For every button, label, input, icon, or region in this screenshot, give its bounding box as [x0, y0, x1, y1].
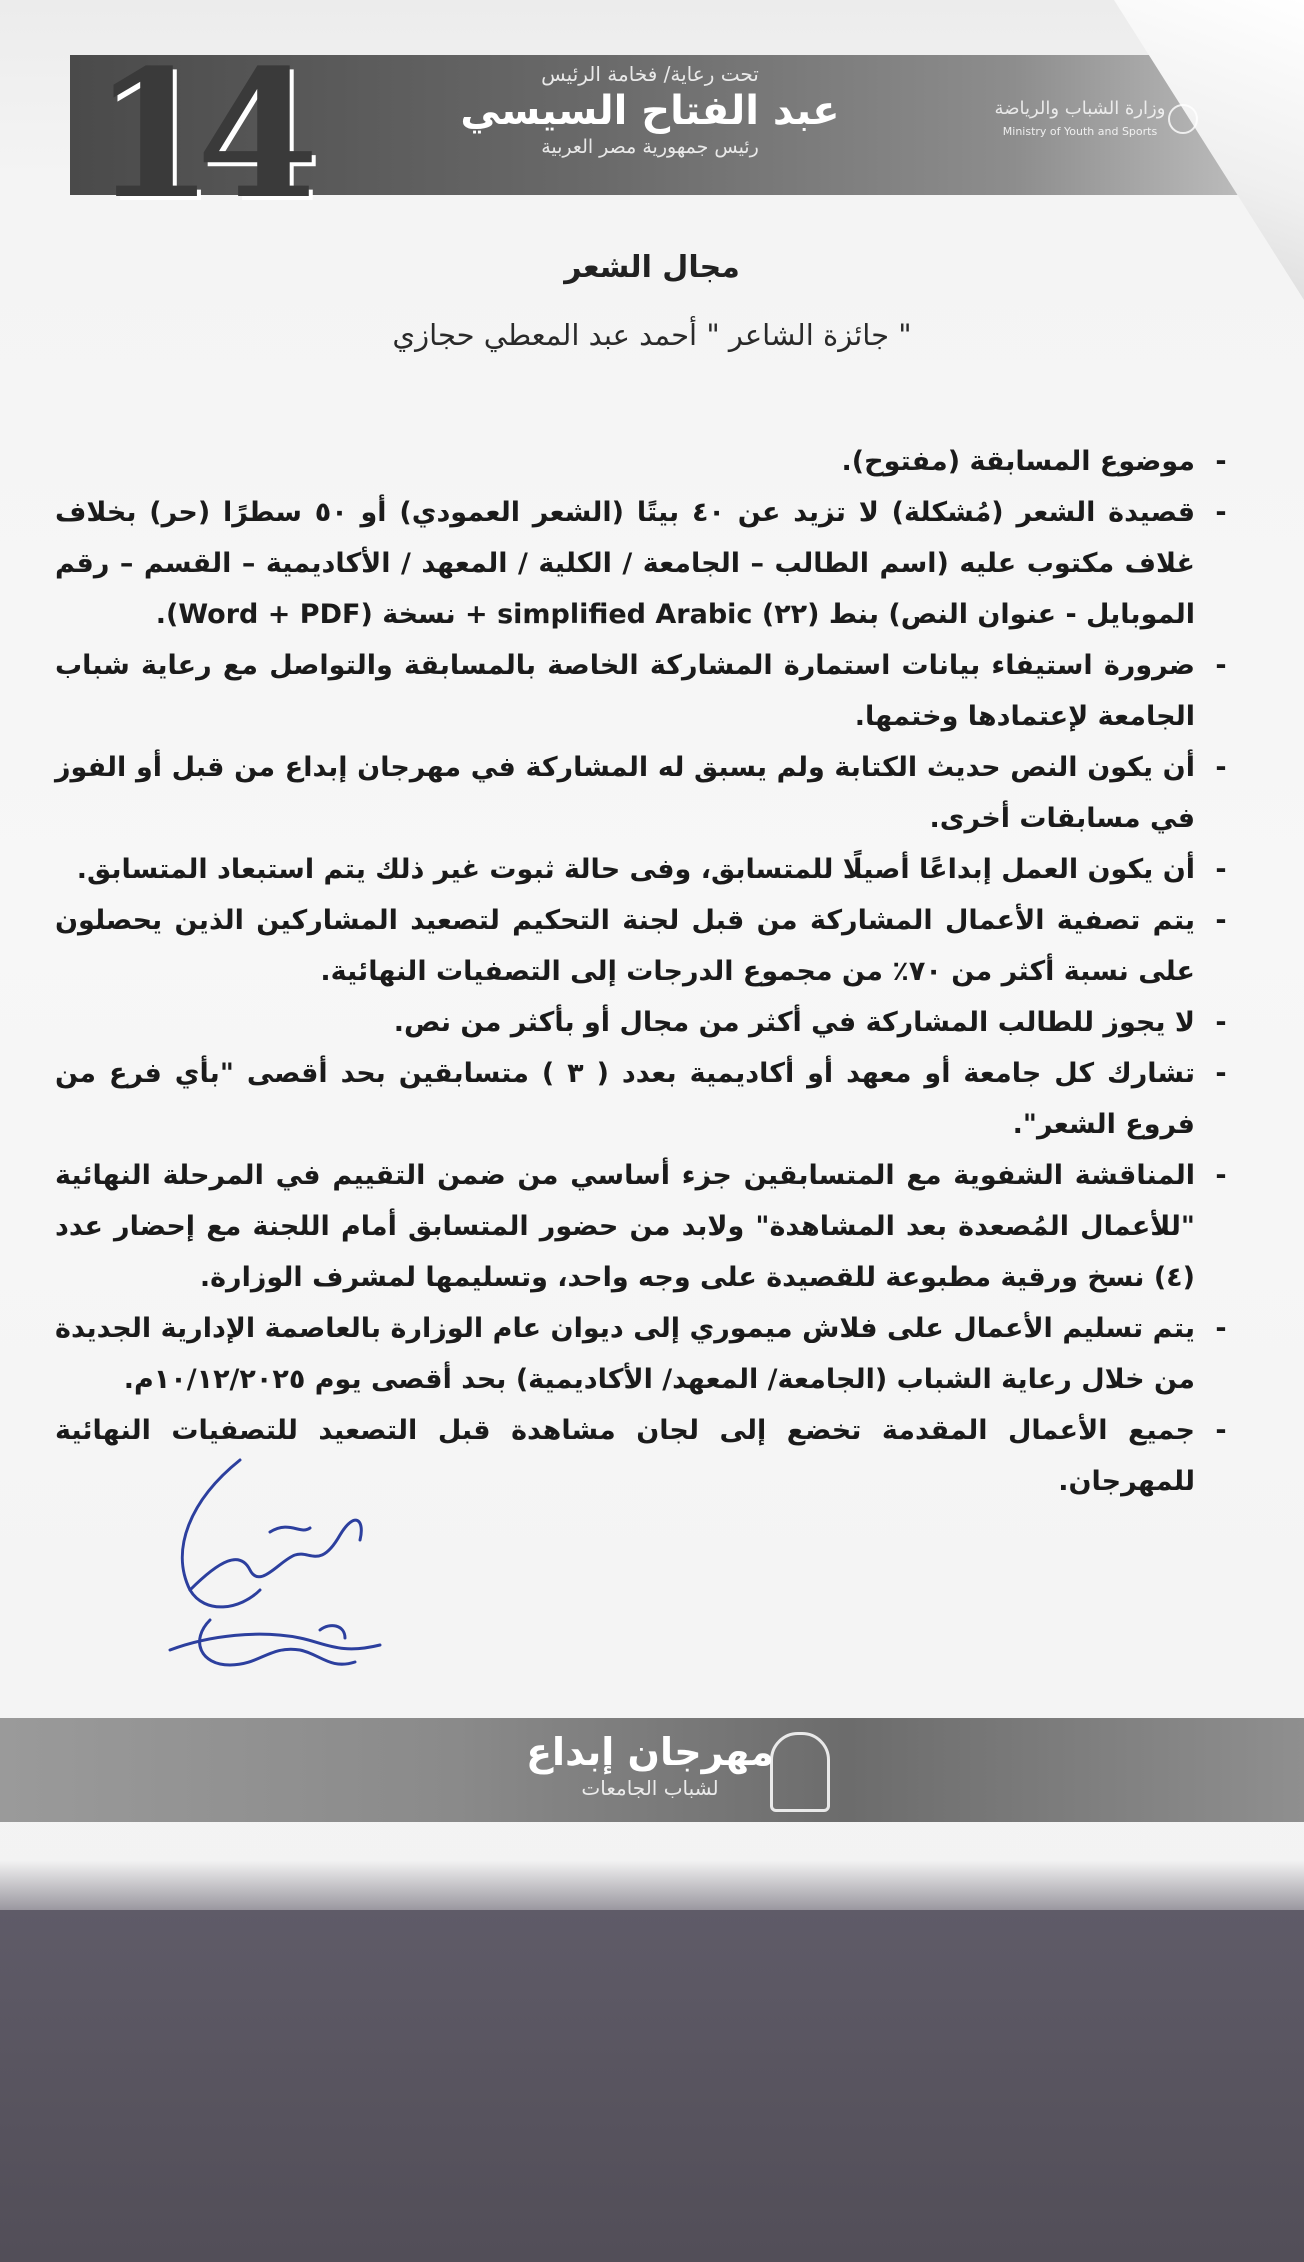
bullet-marker: - [1215, 497, 1227, 528]
patronage-block [440, 62, 860, 158]
rule-text: يتم تصفية الأعمال المشاركة من قبل لجنة التحكيم لتصعيد المشاركين الذين يحصلون على نسبة أكثر من ٧٠٪ من مجموع الدرجات إلى التصفيات النهائية. [55, 905, 1195, 987]
rule-item [55, 487, 1235, 640]
rule-item [55, 436, 1235, 487]
ministry-name-english: Ministry of Youth and Sports [1002, 125, 1158, 138]
page-title: مجال الشعر [564, 250, 740, 285]
rules-list [55, 436, 1235, 1507]
rule-text: ضرورة استيفاء بيانات استمارة المشاركة الخاصة بالمسابقة والتواصل مع رعاية شباب الجامعة لإعتمادها وختمها. [55, 650, 1195, 732]
bullet-marker: - [1215, 905, 1227, 936]
rule-text: أن يكون العمل إبداعًا أصيلًا للمتسابق، وفى حالة ثبوت غير ذلك يتم استبعاد المتسابق. [76, 854, 1195, 885]
patronage-line: تحت رعاية/ فخامة الرئيس [541, 62, 759, 86]
rule-text: يتم تسليم الأعمال على فلاش ميموري إلى ديوان عام الوزارة بالعاصمة الإدارية الجديدة من خلال رعاية الشباب (الجامعة/ المعهد/ الأكاديمية) بحد أقصى يوم ١٠/١٢/٢٠٢٥م. [55, 1313, 1195, 1395]
bullet-marker: - [1215, 854, 1227, 885]
rule-item [55, 844, 1235, 895]
bullet-marker: - [1215, 1313, 1227, 1344]
scanner-background [0, 1910, 1304, 2262]
ministry-name-arabic: وزارة الشباب والرياضة [994, 98, 1166, 119]
signature-stroke [270, 1527, 310, 1532]
rule-text: موضوع المسابقة (مفتوح). [841, 446, 1195, 477]
rule-text: المناقشة الشفوية مع المتسابقين جزء أساسي من ضمن التقييم في المرحلة النهائية "للأعمال المُصعدة بعد المشاهدة" ولابد من حضور المتسابق أمام اللجنة مع إحضار عدد (٤) نسخ ورقية مطبوعة للقصيدة على وجه واحد، وتسليمها لمشرف الوزارة. [55, 1160, 1195, 1293]
ministry-logo [960, 98, 1200, 176]
bullet-marker: - [1215, 650, 1227, 681]
rule-text: لا يجوز للطالب المشاركة في أكثر من مجال أو بأكثر من نص. [393, 1007, 1195, 1038]
rule-item [55, 895, 1235, 997]
rule-item [55, 742, 1235, 844]
bullet-marker: - [1215, 1007, 1227, 1038]
festival-name: مهرجان إبداع [526, 1730, 774, 1774]
rule-item [55, 1303, 1235, 1405]
rule-item [55, 997, 1235, 1048]
patron-name: عبد الفتاح السيسي [460, 88, 840, 134]
rule-item [55, 1150, 1235, 1303]
festival-emblem-icon [770, 1732, 830, 1812]
handwritten-signature [150, 1440, 410, 1700]
bullet-marker: - [1215, 752, 1227, 783]
bullet-marker: - [1215, 446, 1227, 477]
signature-stroke [320, 1626, 345, 1638]
page-subtitle: جائزة الشاعر " أحمد عبد المعطي حجازي " [392, 318, 912, 352]
rule-text: تشارك كل جامعة أو معهد أو أكاديمية بعدد ( ٣ ) متسابقين بحد أقصى "بأي فرع من فروع الشعر". [55, 1058, 1196, 1140]
bullet-marker: - [1215, 1058, 1227, 1089]
festival-subtitle: لشباب الجامعات [581, 1776, 719, 1800]
patron-title: رئيس جمهورية مصر العربية [541, 136, 759, 158]
rule-text: جميع الأعمال المقدمة تخضع إلى لجان مشاهدة قبل التصعيد للتصفيات النهائية للمهرجان. [55, 1415, 1195, 1497]
bullet-marker: - [1215, 1160, 1227, 1191]
rule-item [55, 1048, 1235, 1150]
bullet-marker: - [1215, 1415, 1227, 1446]
festival-logo [470, 1724, 830, 1816]
rule-item [55, 640, 1235, 742]
rule-text: قصيدة الشعر (مُشكلة) لا تزيد عن ٤٠ بيتًا (الشعر العمودي) أو ٥٠ سطرًا (حر) بخلاف غلاف مكتوب عليه (اسم الطالب – الجامعة / الكلية / المعهد / الأكاديمية – القسم – رقم الموبايل - عنوان النص) بنط (٢٢) simplified Arabic + نسخة (Word + PDF). [55, 497, 1195, 630]
edition-number-logo: 14 [92, 31, 301, 238]
rule-text: أن يكون النص حديث الكتابة ولم يسبق له المشاركة في مهرجان إبداع من قبل أو الفوز في مسابقات أخرى. [55, 752, 1195, 834]
